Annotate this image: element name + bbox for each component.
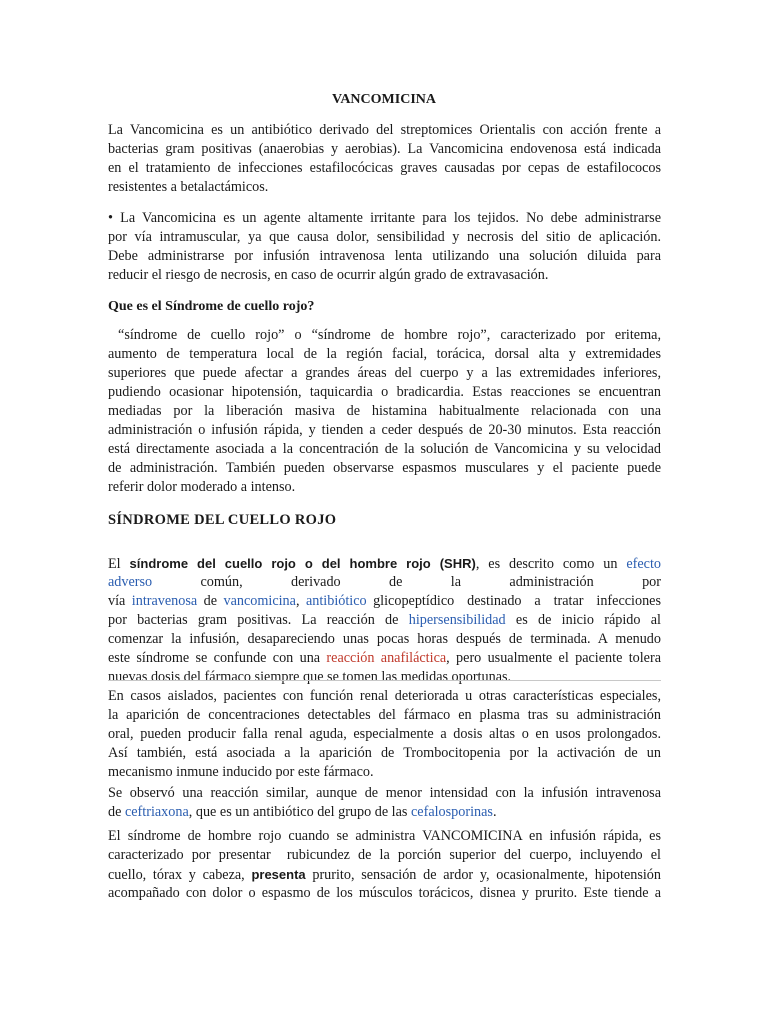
text-line: Así también, está asociada a la aparición de Trombocitopenia por la activación de un (108, 745, 661, 761)
text-line: Se observó una reacción similar, aunque de menor intensidad con la infusión intravenosa (108, 785, 661, 801)
link-ceftriaxona[interactable]: ceftriaxona (124, 804, 189, 820)
text-line: En casos aislados, pacientes con función renal deteriorada u otras características especiales, (108, 688, 661, 704)
text-line: por bacterias gram positivas. La reacción de hipersensibilidad es de inicio rápido al (108, 612, 661, 628)
text-line: reducir el riesgo de necrosis, en caso de ocurrir algún grado de extravasación. (108, 267, 549, 283)
text-line: resistentes a betalactámicos. (108, 179, 269, 195)
text-line: El síndrome de hombre rojo cuando se administra VANCOMICINA en infusión rápida, es (108, 828, 661, 844)
text-line: Debe administrarse por infusión intravenosa lenta utilizando una solución diluida para (108, 248, 661, 264)
text-line: caracterizado por presentar rubicundez de la porción superior del cuerpo, incluyendo el (108, 847, 661, 863)
text-line: nuevas dosis del fármaco siempre que se tomen las medidas oportunas. (108, 669, 512, 685)
bullet-paragraph (108, 209, 661, 285)
shr-paragraph (108, 554, 661, 687)
link-vancomicina[interactable]: vancomicina (223, 593, 296, 609)
text-line: mediadas por la liberación masiva de histamina habitualmente relacionada con una (108, 403, 661, 419)
section-divider (108, 680, 661, 681)
renal-paragraph (108, 687, 661, 782)
emphasis-word: presenta (251, 867, 306, 882)
text-line: pudiendo ocasionar hipotensión, taquicardia o bradicardia. Estas reacciones se encuentran (108, 384, 661, 400)
text-line: la aparición de concentraciones detectables del fármaco en plasma tras su administración (108, 707, 661, 723)
text-line: vía intravenosa de vancomicina, antibiótico glicopeptídico destinado a tratar infecciones (108, 593, 661, 609)
section-heading: SÍNDROME DEL CUELLO ROJO (108, 512, 337, 528)
shr-description-paragraph (108, 827, 661, 903)
text-line: referir dolor moderado a intenso. (108, 479, 296, 495)
link-cefalosporinas[interactable]: cefalosporinas (411, 804, 493, 820)
text-line: administración o infusión rápida, y tienden a ceder después de 20-30 minutos. Esta reacción (108, 422, 661, 438)
text-line: en el tratamiento de infecciones estafilocócicas graves causadas por cepas de estafilococos (108, 160, 661, 176)
ceftriaxona-paragraph (108, 784, 661, 822)
text-line: La Vancomicina es un antibiótico derivado del streptomices Orientalis con acción frente a (108, 122, 661, 138)
text-line: mecanismo inmune inducido por este fármaco. (108, 764, 374, 780)
text-line: este síndrome se confunde con una reacción anafiláctica, pero usualmente el paciente tolera (108, 650, 661, 666)
text-line: adverso común, derivado de la administración por (108, 574, 661, 590)
text-line: oral, pueden producir falla renal aguda, especialmente a dosis altas o en usos prolongados. (108, 726, 661, 742)
text-line: “síndrome de cuello rojo” o “síndrome de hombre rojo”, caracterizado por eritema, (108, 327, 661, 343)
definition-paragraph (108, 326, 661, 497)
text-line: de ceftriaxona, que es un antibiótico del grupo de las cefalosporinas. (108, 804, 497, 820)
text-line: comenzar la infusión, desapareciendo unas pocas horas después de terminada. A menudo (108, 631, 661, 647)
text-line: está directamente asociada a la concentración de la solución de Vancomicina y su velocidad (108, 441, 661, 457)
text-line: cuello, tórax y cabeza, presenta prurito, sensación de ardor y, ocasionalmente, hipotensión (108, 867, 661, 883)
text-line: acompañado con dolor o espasmo de los músculos torácicos, disnea y prurito. Este tiende a (108, 885, 661, 901)
text-line: por vía intramuscular, ya que causa dolor, sensibilidad y necrosis del sitio de aplicación. (108, 229, 661, 245)
link-antibiotico[interactable]: antibiótico (305, 593, 367, 609)
shr-term: síndrome del cuello rojo o del hombre rojo (SHR) (129, 556, 476, 571)
link-reaccion-anafilactica[interactable]: reacción anafiláctica (326, 650, 447, 666)
link-adverso[interactable]: adverso (108, 574, 153, 590)
question-heading: Que es el Síndrome de cuello rojo? (108, 299, 315, 314)
link-hipersensibilidad[interactable]: hipersensibilidad (408, 612, 506, 628)
link-intravenosa[interactable]: intravenosa (131, 593, 198, 609)
text-line: superiores que puede afectar a grandes áreas del cuerpo y a las extremidades inferiores, (108, 365, 661, 381)
text-line: aumento de temperatura local de la región facial, torácica, dorsal alta y extremidades (108, 346, 661, 362)
text-line: • La Vancomicina es un agente altamente irritante para los tejidos. No debe administrarse (108, 210, 662, 226)
document-title: VANCOMICINA (332, 92, 436, 107)
text-line: bacterias gram positivas (anaerobias y aerobias). La Vancomicina endovenosa está indicada (108, 141, 661, 157)
intro-paragraph (108, 121, 661, 197)
text-line: El síndrome del cuello rojo o del hombre rojo (SHR), es descrito como un efecto (108, 556, 662, 572)
bullet-marker: • (108, 210, 113, 226)
text-line: de administración. También pueden observarse espasmos musculares y el paciente puede (108, 460, 661, 476)
link-efecto[interactable]: efecto (626, 556, 662, 572)
